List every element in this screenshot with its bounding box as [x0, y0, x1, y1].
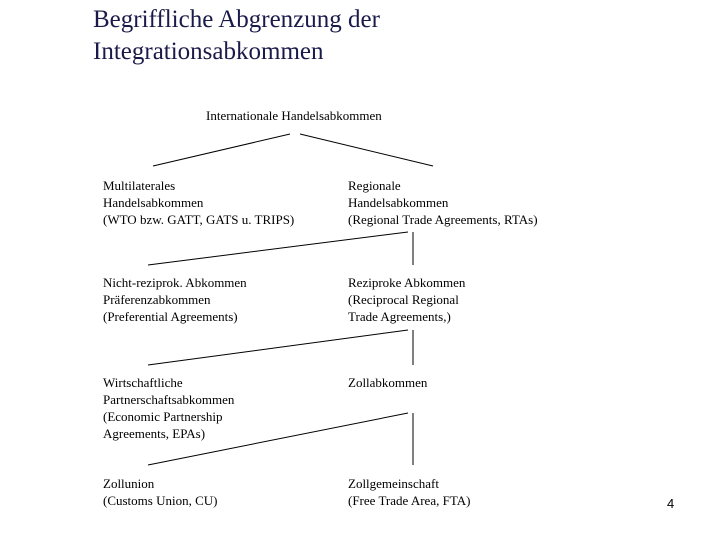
node-regional — [348, 177, 538, 228]
node-text: Multilaterales — [103, 178, 176, 193]
connector-l1-left — [148, 232, 408, 265]
node-non-reciprocal — [103, 274, 247, 325]
node-text: Handelsabkommen — [103, 195, 204, 210]
node-text: Präferenzabkommen — [103, 292, 211, 307]
node-customs-union — [103, 475, 217, 509]
node-economic-partnership — [103, 374, 234, 442]
node-free-trade-area — [348, 475, 470, 509]
node-text: Zollabkommen — [348, 375, 428, 390]
node-text: Handelsabkommen — [348, 195, 449, 210]
node-text: (Reciprocal Regional — [348, 292, 459, 307]
connector-l2-left — [148, 330, 408, 365]
node-reciprocal — [348, 274, 465, 325]
node-text: Zollgemeinschaft — [348, 476, 439, 491]
connector-root-left — [153, 134, 290, 166]
connector-root-right — [300, 134, 433, 166]
node-text: (Customs Union, CU) — [103, 493, 218, 508]
node-text: Trade Agreements,) — [348, 309, 451, 324]
node-text: Agreements, EPAs) — [103, 426, 206, 441]
node-text: Partnerschaftsabkommen — [103, 392, 235, 407]
slide-title-line-1: Begriffliche Abgrenzung der — [93, 6, 380, 33]
node-customs-agreement — [348, 374, 427, 391]
node-text: Nicht-reziprok. Abkommen — [103, 275, 247, 290]
slide-title-line-2: Integrationsabkommen — [93, 38, 324, 65]
node-text: (WTO bzw. GATT, GATS u. TRIPS) — [103, 212, 295, 227]
node-text: Regionale — [348, 178, 401, 193]
node-text: (Regional Trade Agreements, RTAs) — [348, 212, 538, 227]
node-text: (Free Trade Area, FTA) — [348, 493, 471, 508]
node-text: (Economic Partnership — [103, 409, 223, 424]
node-multilateral — [103, 177, 294, 228]
node-text: Zollunion — [103, 476, 155, 491]
node-root: Internationale Handelsabkommen — [206, 108, 382, 123]
node-text: Reziproke Abkommen — [348, 275, 466, 290]
node-text: (Preferential Agreements) — [103, 309, 238, 324]
page-number: 4 — [667, 496, 675, 511]
node-text: Wirtschaftliche — [103, 375, 183, 390]
